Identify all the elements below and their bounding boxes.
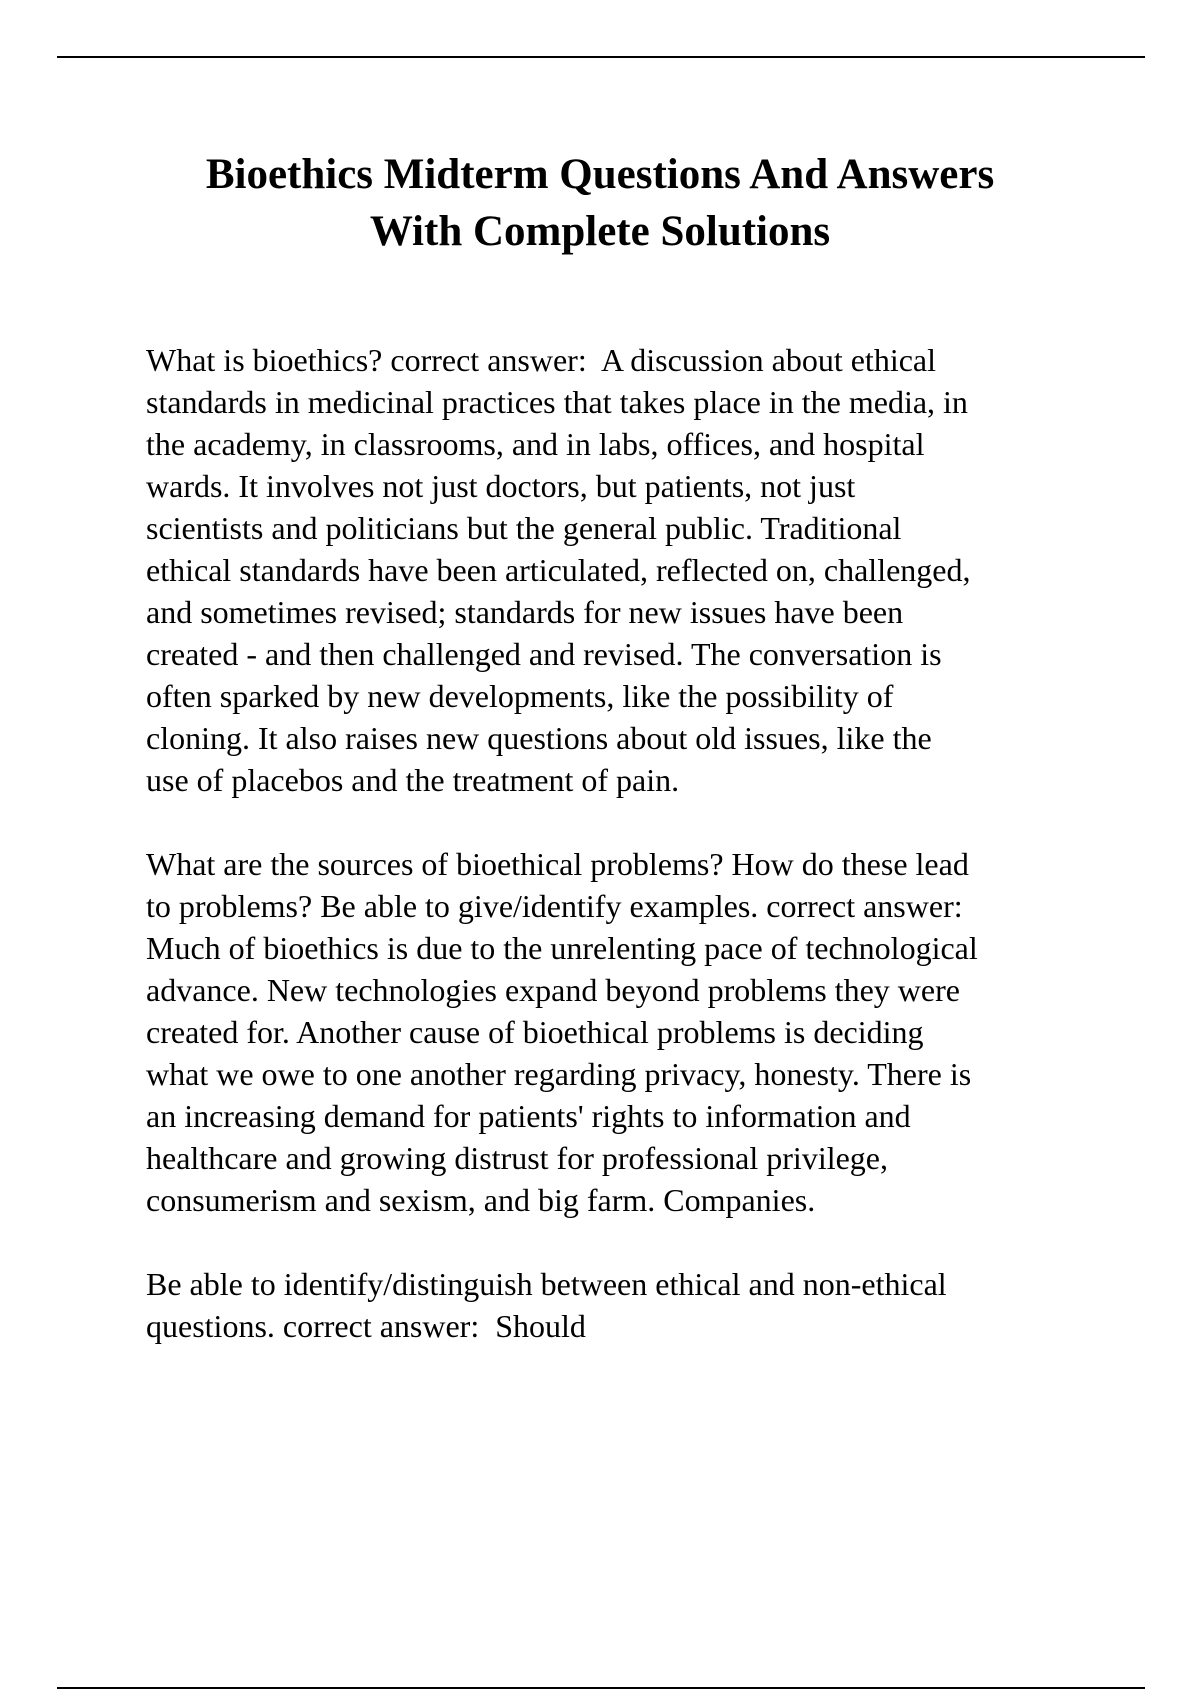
paragraph-line: the academy, in classrooms, and in labs, offices, and hospital (146, 426, 925, 462)
paragraph-line: What are the sources of bioethical problems? How do these lead (146, 846, 969, 882)
paragraph-line: what we owe to one another regarding privacy, honesty. There is (146, 1056, 972, 1092)
document-body (146, 339, 1106, 1389)
title-line-1: Bioethics Midterm Questions And Answers (205, 151, 995, 198)
qa-block-sources-of-problems (146, 843, 1106, 1221)
paragraph-line: consumerism and sexism, and big farm. Companies. (146, 1182, 816, 1218)
paragraph-line: use of placebos and the treatment of pain. (146, 762, 680, 798)
paragraph-line: cloning. It also raises new questions about old issues, like the (146, 720, 932, 756)
paragraph-line: often sparked by new developments, like the possibility of (146, 678, 894, 714)
paragraph-line: advance. New technologies expand beyond problems they were (146, 972, 960, 1008)
paragraph-line: wards. It involves not just doctors, but patients, not just (146, 468, 856, 504)
paragraph-line: scientists and politicians but the general public. Traditional (146, 510, 902, 546)
page-title (100, 146, 1100, 260)
paragraph-line: Be able to identify/distinguish between ethical and non-ethical (146, 1266, 947, 1302)
title-line-2: With Complete Solutions (369, 208, 831, 255)
paragraph-line: What is bioethics? correct answer: A discussion about ethical (146, 342, 936, 378)
paragraph-line: ethical standards have been articulated, reflected on, challenged, (146, 552, 971, 588)
bottom-divider (57, 1687, 1145, 1689)
paragraph-line: to problems? Be able to give/identify examples. correct answer: (146, 888, 963, 924)
paragraph-line: questions. correct answer: Should (146, 1308, 586, 1344)
top-divider (57, 56, 1145, 58)
paragraph-line: standards in medicinal practices that takes place in the media, in (146, 384, 968, 420)
qa-block-what-is-bioethics (146, 339, 1106, 801)
paragraph-line: healthcare and growing distrust for professional privilege, (146, 1140, 888, 1176)
paragraph-line: Much of bioethics is due to the unrelenting pace of technological (146, 930, 978, 966)
paragraph-line: and sometimes revised; standards for new issues have been (146, 594, 904, 630)
paragraph-line: created for. Another cause of bioethical problems is deciding (146, 1014, 924, 1050)
paragraph-line: an increasing demand for patients' rights to information and (146, 1098, 911, 1134)
qa-block-ethical-questions (146, 1263, 1106, 1347)
paragraph-line: created - and then challenged and revised. The conversation is (146, 636, 942, 672)
